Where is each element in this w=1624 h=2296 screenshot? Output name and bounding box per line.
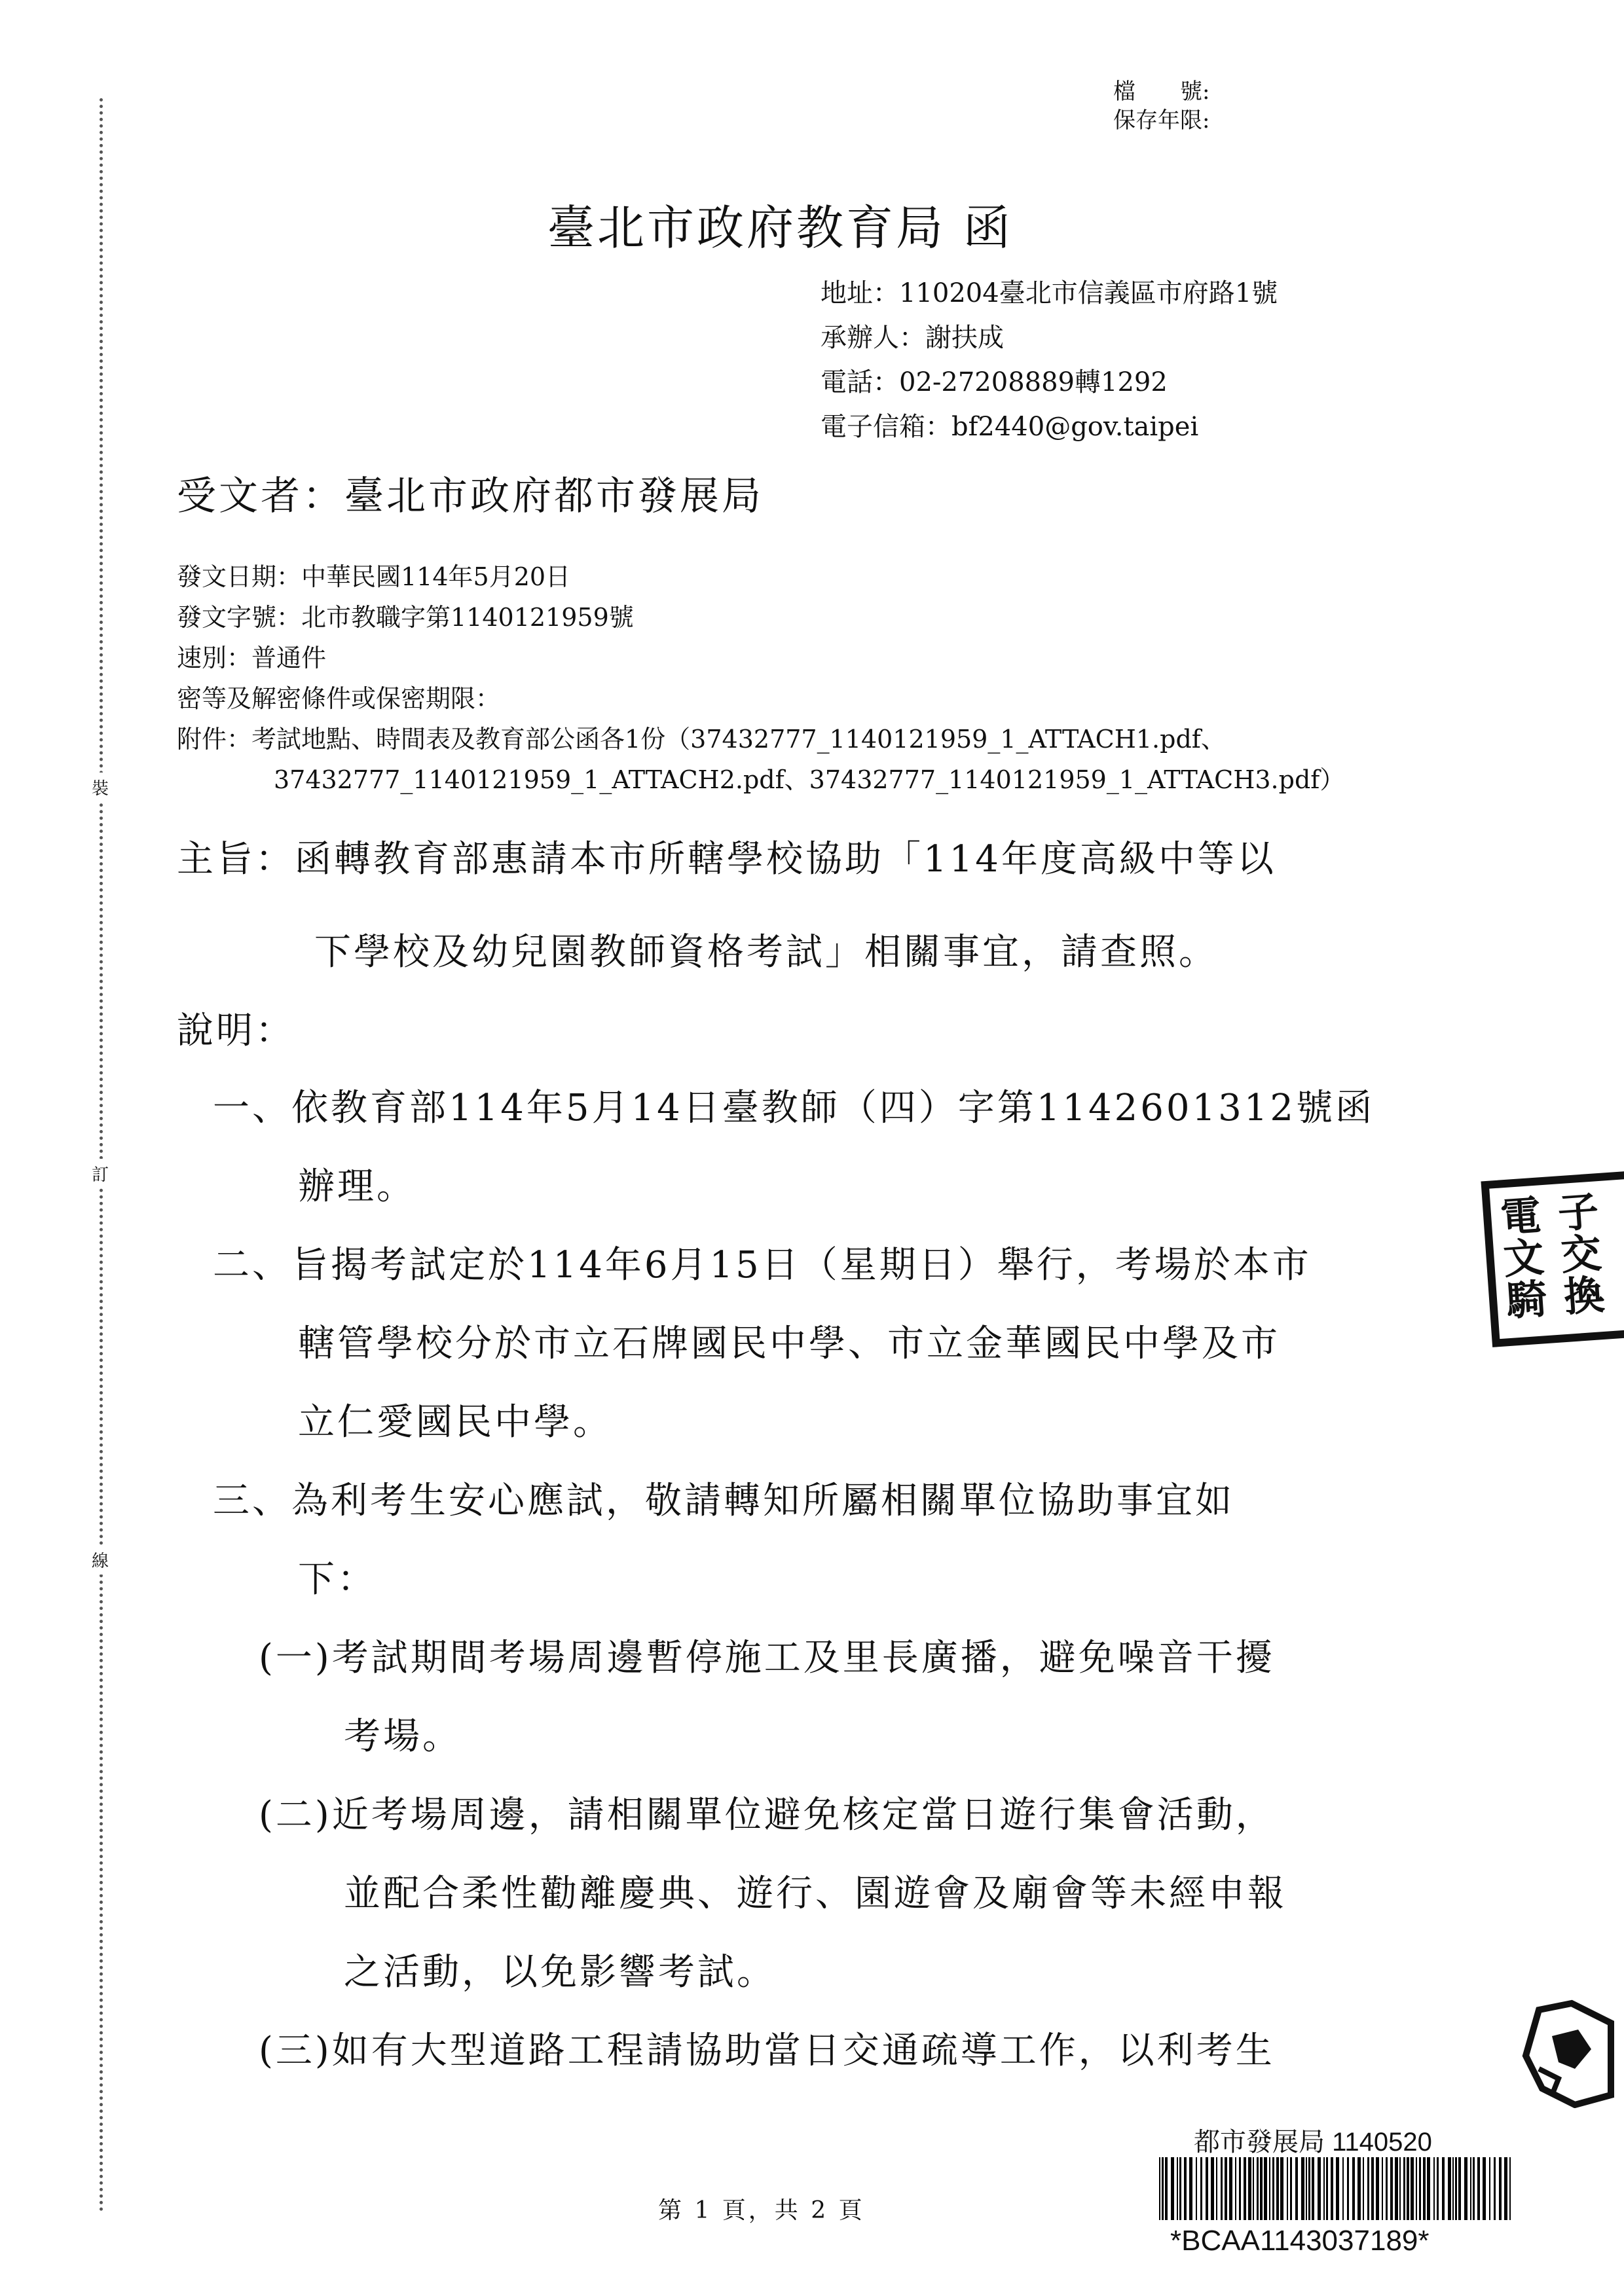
item-2-line-2: 轄管學校分於市立石牌國民中學、市立金華國民中學及市	[298, 1322, 1280, 1365]
archive-info	[1113, 77, 1209, 135]
issue-date: 發文日期：中華民國114年5月20日	[177, 562, 571, 591]
secrecy-level: 密等及解密條件或保密期限：	[177, 684, 501, 713]
sub-item-2-line-1: (二)近考場周邊，請相關單位避免核定當日遊行集會活動，	[259, 1794, 1275, 1836]
file-number-label: 檔 號:	[1113, 79, 1210, 105]
item-1-line-1: 一、依教育部114年5月14日臺教師（四）字第1142601312號函	[213, 1087, 1375, 1129]
sub-item-1-line-2: 考場。	[344, 1715, 462, 1758]
email: 電子信箱：bf2440@gov.taipei	[821, 412, 1199, 442]
sub-item-1-line-1: (一)考試期間考場周邊暫停施工及里長廣播，避免噪音干擾	[259, 1637, 1275, 1679]
recipient: 受文者：臺北市政府都市發展局	[177, 473, 764, 519]
item-2-line-1: 二、旨揭考試定於114年6月15日（星期日）舉行，考場於本市	[213, 1244, 1312, 1286]
barcode-icon	[1159, 2157, 1513, 2220]
address: 地址：110204臺北市信義區市府路1號	[821, 278, 1278, 308]
binding-margin-line	[100, 98, 103, 2213]
priority: 速別：普通件	[177, 644, 327, 672]
retention-label: 保存年限:	[1113, 107, 1210, 134]
margin-mark-line: 線	[84, 1545, 117, 1575]
subject-line-2: 下學校及幼兒園教師資格考試」相關事宜，請查照。	[314, 931, 1218, 974]
explanation-label: 說明：	[177, 1010, 295, 1052]
margin-mark-bind: 裝	[84, 773, 117, 802]
phone: 電話：02-27208889轉1292	[821, 367, 1168, 397]
sub-item-2-line-2: 並配合柔性勸離慶典、遊行、園遊會及廟會等未經申報	[344, 1872, 1287, 1915]
contact-block	[821, 271, 1278, 449]
item-3-line-2: 下：	[298, 1558, 377, 1601]
barcode-number: *BCAA1143037189*	[1170, 2225, 1430, 2257]
item-2-line-3: 立仁愛國民中學。	[298, 1401, 612, 1444]
item-1-line-2: 辦理。	[298, 1165, 416, 1208]
page-number: 第 1 頁，共 2 頁	[658, 2197, 865, 2224]
document-title: 臺北市政府教育局 函	[547, 200, 1013, 255]
official-seal-icon	[1513, 1997, 1617, 2108]
sub-item-2-line-3: 之活動，以免影響考試。	[344, 1951, 776, 1994]
margin-mark-staple: 訂	[84, 1159, 117, 1188]
attachment-line-1: 附件：考試地點、時間表及教育部公函各1份（37432777_1140121959_1_ATTACH1.pdf、	[177, 725, 1226, 754]
item-3-line-1: 三、為利考生安心應試，敬請轉知所屬相關單位協助事宜如	[213, 1480, 1234, 1522]
electronic-exchange-stamp: 電 子 文 交 騎 換	[1481, 1169, 1624, 1347]
receiving-dept-stamp: 都市發展局 1140520	[1194, 2128, 1432, 2157]
document-number: 發文字號：北市教職字第1140121959號	[177, 603, 634, 632]
handler: 承辦人：謝扶成	[821, 323, 1004, 353]
attachment-line-2: 37432777_1140121959_1_ATTACH2.pdf、37432777_1140121959_1_ATTACH3.pdf）	[274, 765, 1345, 794]
sub-item-3-line-1: (三)如有大型道路工程請協助當日交通疏導工作，以利考生	[259, 2030, 1275, 2072]
subject-line-1: 主旨：函轉教育部惠請本市所轄學校協助「114年度高級中等以	[177, 838, 1276, 881]
document-meta	[177, 556, 1344, 800]
